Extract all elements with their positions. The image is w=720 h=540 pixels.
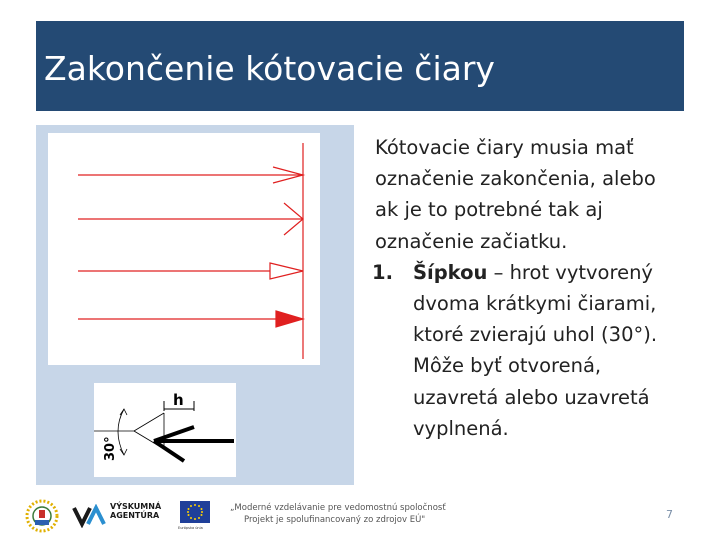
arrow-detail-figure [94, 383, 236, 477]
list-item [372, 257, 684, 444]
footer-project-line1: „Moderné vzdelávanie pre vedomostnú spoločnosť [230, 503, 446, 513]
list-text: – hrot vytvorený dvoma krátkymi čiarami, ktoré zvierajú uhol (30°). Môže byť otvorená, uzavretá alebo uzavretá vyplnená. [413, 260, 658, 440]
arrow-closed [78, 263, 303, 279]
intro-paragraph: Kótovacie čiary musia mať označenie zakončenia, alebo ak je to potrebné tak aj označenie začiatku. [375, 136, 656, 253]
arrow-open-thin [78, 167, 303, 183]
body-text [372, 132, 684, 444]
agency-logo-icon [72, 504, 108, 528]
arrow-open-wide [78, 203, 303, 235]
list-body [413, 257, 684, 444]
eu-caption: Európska únia [178, 526, 203, 530]
slide-number: 7 [666, 508, 673, 521]
agency-name: VÝSKUMNÁ AGENTÚRA [110, 502, 162, 520]
arrow-types-svg [48, 133, 320, 365]
footer-logos [14, 496, 446, 536]
angle-label: 30° [103, 436, 118, 461]
list-term: Šípkou [413, 260, 488, 284]
arrow-closed-filled [78, 311, 303, 327]
arrow-detail-svg [94, 383, 236, 477]
eu-flag-icon [180, 501, 210, 523]
arrow-types-figure [48, 133, 320, 365]
dim-label-h: h [173, 391, 184, 409]
title-bar [36, 21, 684, 111]
wreath-logo-icon [22, 498, 62, 534]
footer-project-line2: Projekt je spolufinancovaný zo zdrojov EÚ" [244, 515, 426, 525]
slide-title: Zakončenie kótovacie čiary [44, 49, 495, 88]
list-number: 1. [372, 260, 393, 284]
